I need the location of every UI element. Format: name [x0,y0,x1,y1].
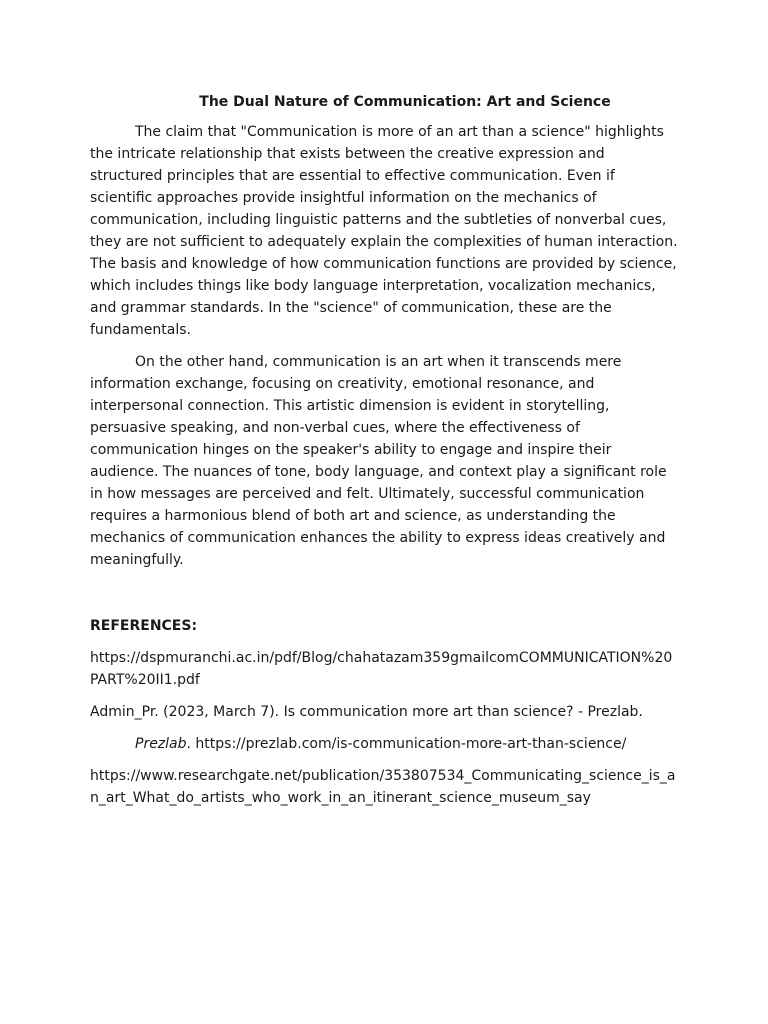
document-title: The Dual Nature of Communication: Art and Science [199,94,611,110]
reference-1: https://dspmuranchi.ac.in/pdf/Blog/chahatazam359gmailcomCOMMUNICATION%20PART%20II1.pdf [90,650,673,688]
document-page [90,92,680,819]
references-heading: REFERENCES: [90,618,198,634]
reference-2-source-name: Prezlab [135,736,187,752]
reference-2-source-url: . https://prezlab.com/is-communication-more-art-than-science/ [186,736,627,752]
reference-2-source [90,733,680,755]
reference-2: Admin_Pr. (2023, March 7). Is communication more art than science? - Prezlab. [90,704,643,720]
body-paragraph-2: On the other hand, communication is an art when it transcends mere information exchange, focusing on creativity, emotional resonance, and interpersonal connection. This artistic dimension is evident in storytelling, persuasive speaking, and non-verbal cues, where the effectiveness of communication hinges on the speaker's ability to engage and inspire their audience. The nuances of tone, body language, and context play a significant role in how messages are perceived and felt. Ultimately, successful communication requires a harmonious blend of both art and science, as understanding the mechanics of communication enhances the ability to express ideas creatively and meaningfully. [90,354,667,568]
body-paragraph-1: The claim that "Communication is more of an art than a science" highlights the intricate relationship that exists between the creative expression and structured principles that are essential to effective communication. Even if scientific approaches provide insightful information on the mechanics of communication, including linguistic patterns and the subtleties of nonverbal cues, they are not sufficient to adequately explain the complexities of human interaction. The basis and knowledge of how communication functions are provided by science, which includes things like body language interpretation, vocalization mechanics, and grammar standards. In the "science" of communication, these are the fundamentals. [90,124,678,338]
section-spacer [90,581,680,615]
reference-3: https://www.researchgate.net/publication/353807534_Communicating_science_is_an_art_What_do_artists_who_work_in_an_itinerant_science_museum_say [90,768,676,806]
